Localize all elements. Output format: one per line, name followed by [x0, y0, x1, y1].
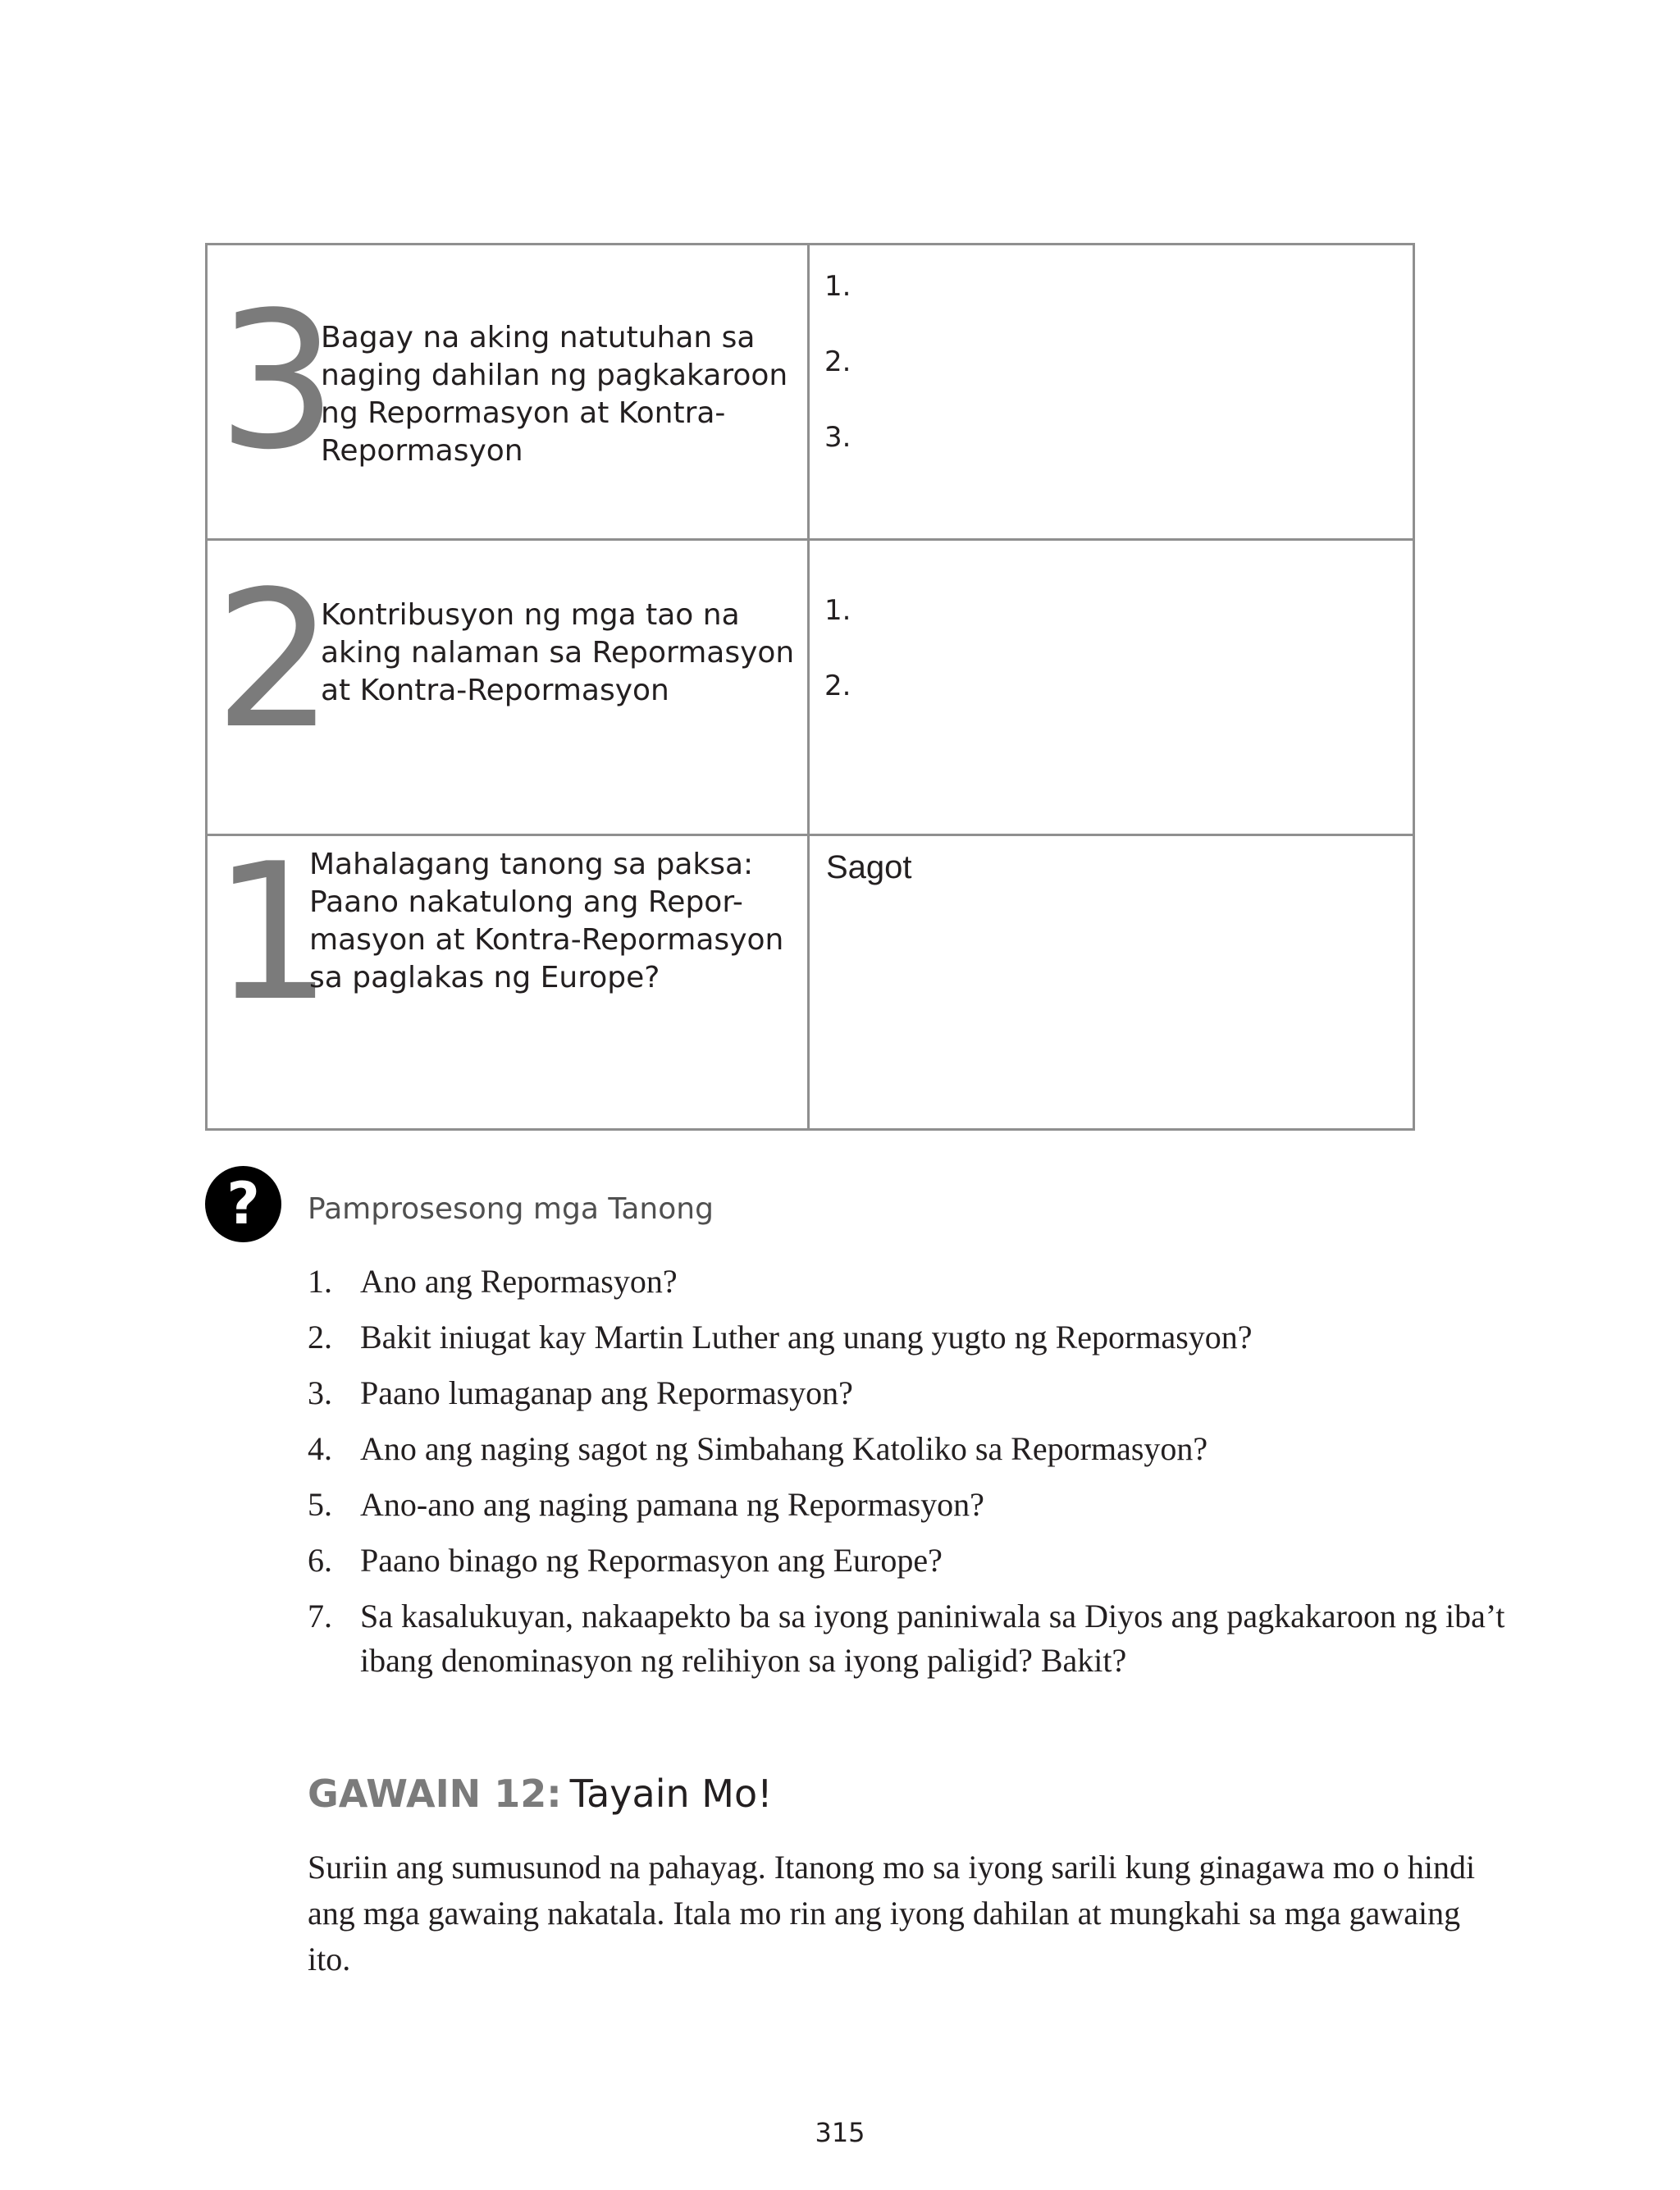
answer-list-3 — [824, 272, 851, 499]
big-number-1: 1 — [212, 824, 333, 1043]
prompt-cell-3 — [208, 245, 810, 538]
question-icon: ? — [205, 1166, 281, 1242]
item-number: 2. — [308, 1319, 332, 1356]
table-row-1 — [208, 824, 1413, 1128]
big-number-2: 2 — [214, 551, 335, 770]
prompt-line: Bagay na aking natutuhan sa — [321, 321, 756, 354]
activity-heading — [308, 1771, 773, 1817]
list-item — [308, 1427, 1505, 1471]
question-list — [308, 1260, 1505, 1694]
item-number: 5. — [308, 1486, 332, 1523]
answer-list-2 — [824, 594, 851, 748]
prompt-line: sa paglakas ng Europe? — [309, 961, 660, 994]
answer-line[interactable]: 2. — [824, 345, 851, 378]
answer-line[interactable]: 1. — [824, 594, 851, 627]
list-item — [308, 1315, 1505, 1360]
answer-label[interactable]: Sagot — [826, 849, 912, 885]
question-text: Ano ang naging sagot ng Simbahang Katoliko sa Repormasyon? — [360, 1430, 1208, 1467]
prompt-line: naging dahilan ng pagkakaroon — [321, 359, 788, 392]
item-number: 4. — [308, 1430, 332, 1467]
prompt-cell-1 — [208, 824, 810, 1128]
prompt-line: Paano nakatulong ang Repor- — [309, 885, 743, 919]
question-text: Paano binago ng Repormasyon ang Europe? — [360, 1542, 943, 1579]
question-text: Sa kasalukuyan, nakaapekto ba sa iyong paniniwala sa Diyos ang pagkakaroon ng iba’t ibang denominasyon ng relihiyon sa iyong paligid? Bakit? — [360, 1598, 1505, 1679]
answer-line[interactable]: 1. — [824, 270, 851, 303]
table-row-2 — [208, 541, 1413, 836]
prompt-line: Mahalagang tanong sa paksa: — [309, 848, 754, 881]
prompt-line: ng Repormasyon at Kontra- — [321, 396, 726, 430]
page-number: 315 — [815, 2117, 865, 2148]
prompt-text-2 — [321, 597, 794, 710]
list-item — [308, 1260, 1505, 1304]
table-row-3 — [208, 245, 1413, 541]
prompt-cell-2 — [208, 541, 810, 834]
question-text: Ano ang Repormasyon? — [360, 1263, 678, 1300]
answer-line[interactable]: 2. — [824, 670, 851, 702]
prompt-line: masyon at Kontra-Repormasyon — [309, 923, 784, 957]
prompt-line: at Kontra-Repormasyon — [321, 674, 669, 707]
prompt-text-3 — [321, 319, 788, 470]
answer-line[interactable]: 3. — [824, 421, 851, 454]
list-item — [308, 1538, 1505, 1583]
item-number: 3. — [308, 1374, 332, 1411]
prompt-line: Repormasyon — [321, 434, 523, 468]
activity-instructions: Suriin ang sumusunod na pahayag. Itanong mo sa iyong sarili kung ginagawa mo o hindi ang mga gawaing nakatala. Itala mo rin ang iyong dahilan at mungkahi sa mga gawaing ito. — [308, 1849, 1476, 1977]
item-number: 1. — [308, 1263, 332, 1300]
prompt-line: Kontribusyon ng mga tao na — [321, 598, 740, 632]
prompt-line: aking nalaman sa Repormasyon — [321, 636, 795, 670]
item-number: 6. — [308, 1542, 332, 1579]
question-text: Bakit iniugat kay Martin Luther ang unang yugto ng Repormasyon? — [360, 1319, 1253, 1356]
question-text: Ano-ano ang naging pamana ng Repormasyon? — [360, 1486, 984, 1523]
prompt-text-1 — [309, 846, 783, 997]
item-number: 7. — [308, 1598, 332, 1634]
list-item — [308, 1483, 1505, 1527]
list-item — [308, 1371, 1505, 1415]
activity-number: GAWAIN 12: — [308, 1772, 562, 1816]
activity-title: Tayain Mo! — [569, 1772, 773, 1816]
big-number-3: 3 — [217, 272, 338, 491]
question-text: Paano lumaganap ang Repormasyon? — [360, 1374, 853, 1411]
list-item — [308, 1594, 1505, 1683]
section-label: Pamprosesong mga Tanong — [308, 1192, 714, 1226]
reflection-table — [205, 243, 1415, 1131]
